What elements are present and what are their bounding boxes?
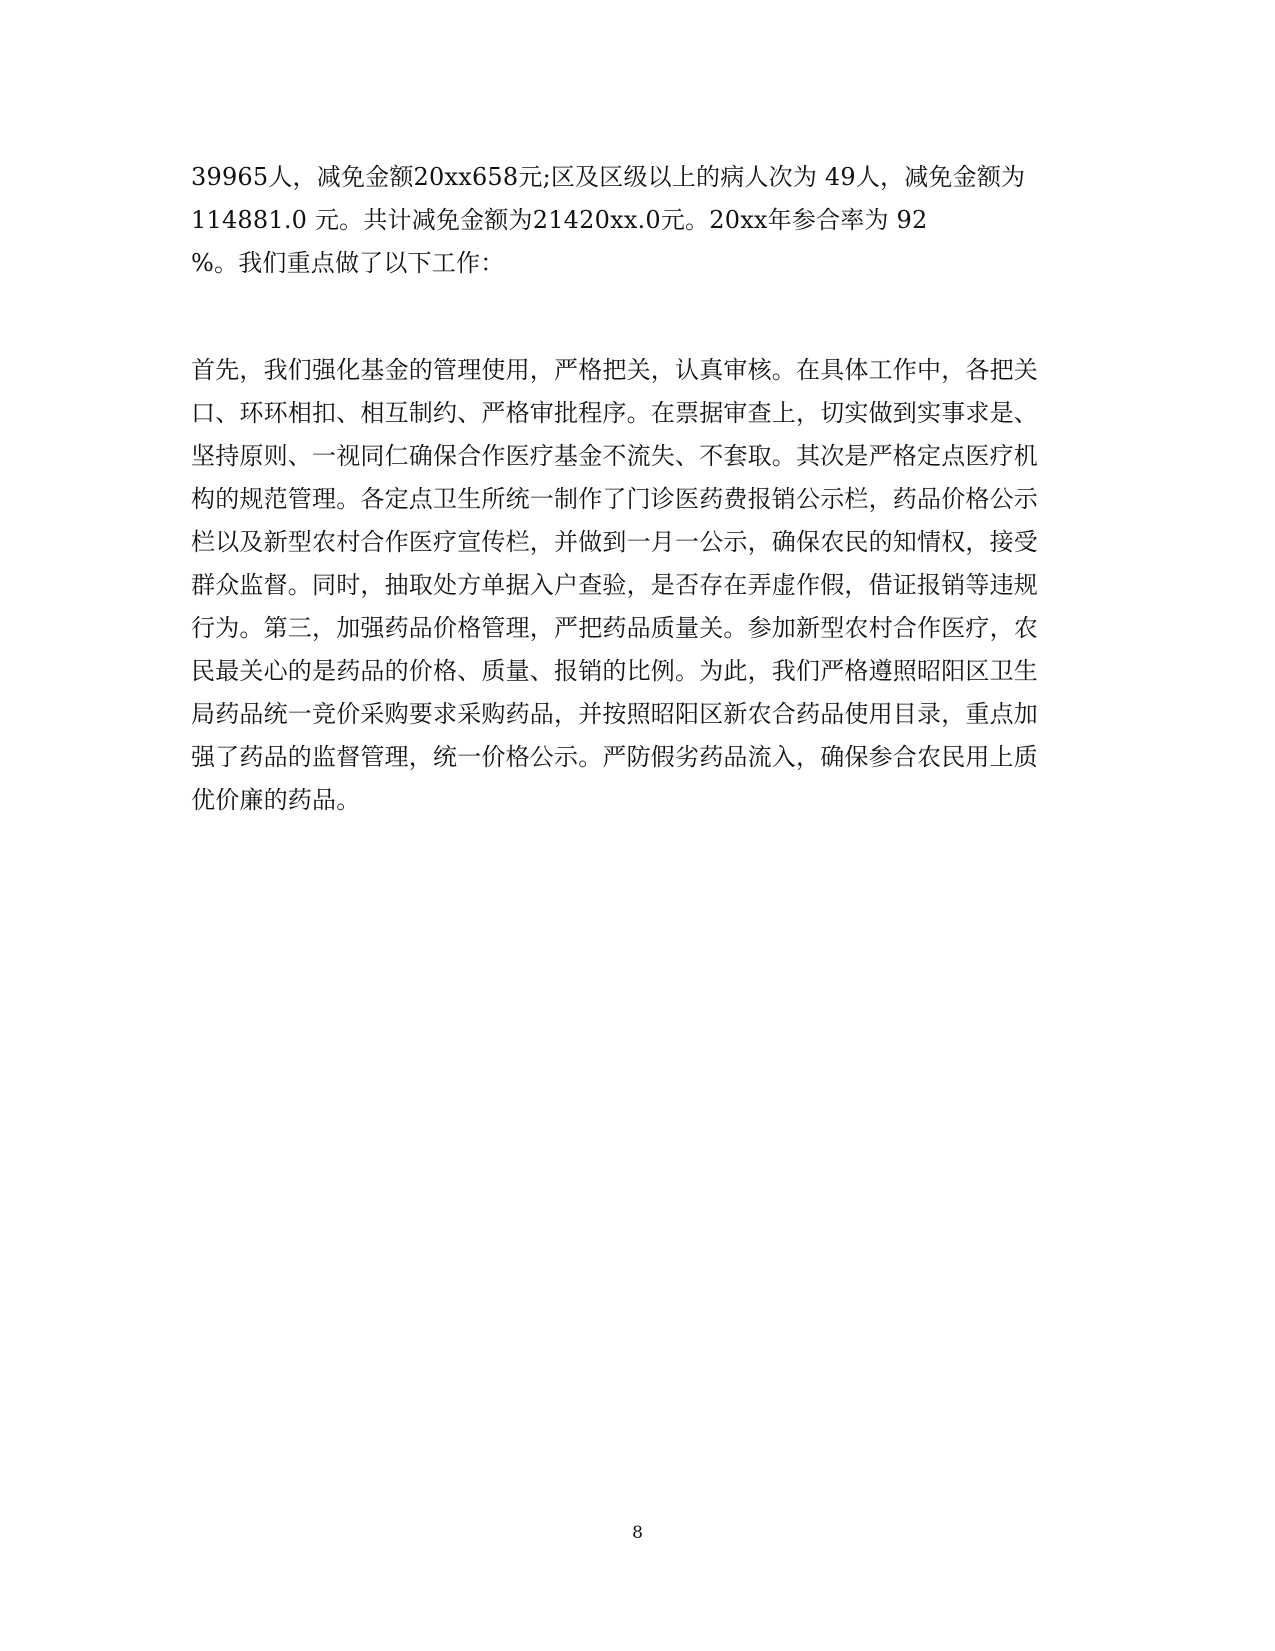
paragraph-line: 构的规范管理。各定点卫生所统一制作了门诊医药费报销公示栏，药品价格公示 bbox=[191, 485, 1038, 513]
paragraph-line: 114881.0 元。共计减免金额为21420xx.0元。20xx年参合率为 92 bbox=[191, 206, 928, 234]
paragraph-line: 优价廉的药品。 bbox=[191, 786, 361, 814]
paragraph-line: 39965人，减免金额20xx658元;区及区级以上的病人次为 49人，减免金额为 bbox=[191, 163, 1026, 191]
paragraph-line: 行为。第三，加强药品价格管理，严把药品质量关。参加新型农村合作医疗，农 bbox=[191, 614, 1038, 642]
paragraph-line: %。我们重点做了以下工作： bbox=[191, 249, 505, 277]
paragraph-line: 坚持原则、一视同仁确保合作医疗基金不流失、不套取。其次是严格定点医疗机 bbox=[191, 442, 1038, 470]
paragraph-line: 局药品统一竞价采购要求采购药品，并按照昭阳区新农合药品使用目录，重点加 bbox=[191, 700, 1038, 728]
paragraph-line: 民最关心的是药品的价格、质量、报销的比例。为此，我们严格遵照昭阳区卫生 bbox=[191, 657, 1038, 685]
paragraph-line: 栏以及新型农村合作医疗宣传栏，并做到一月一公示，确保农民的知情权，接受 bbox=[191, 528, 1038, 556]
paragraph-line: 口、环环相扣、相互制约、严格审批程序。在票据审查上，切实做到实事求是、 bbox=[191, 399, 1038, 427]
paragraph-line: 强了药品的监督管理，统一价格公示。严防假劣药品流入，确保参合农民用上质 bbox=[191, 743, 1038, 771]
paragraph-line: 群众监督。同时，抽取处方单据入户查验，是否存在弄虚作假，借证报销等违规 bbox=[191, 571, 1038, 599]
paragraph-work-items bbox=[191, 349, 1071, 822]
paragraph-line: 首先，我们强化基金的管理使用，严格把关，认真审核。在具体工作中，各把关 bbox=[191, 356, 1038, 384]
page-number: 8 bbox=[632, 1523, 643, 1543]
paragraph-statistics bbox=[191, 156, 1071, 285]
